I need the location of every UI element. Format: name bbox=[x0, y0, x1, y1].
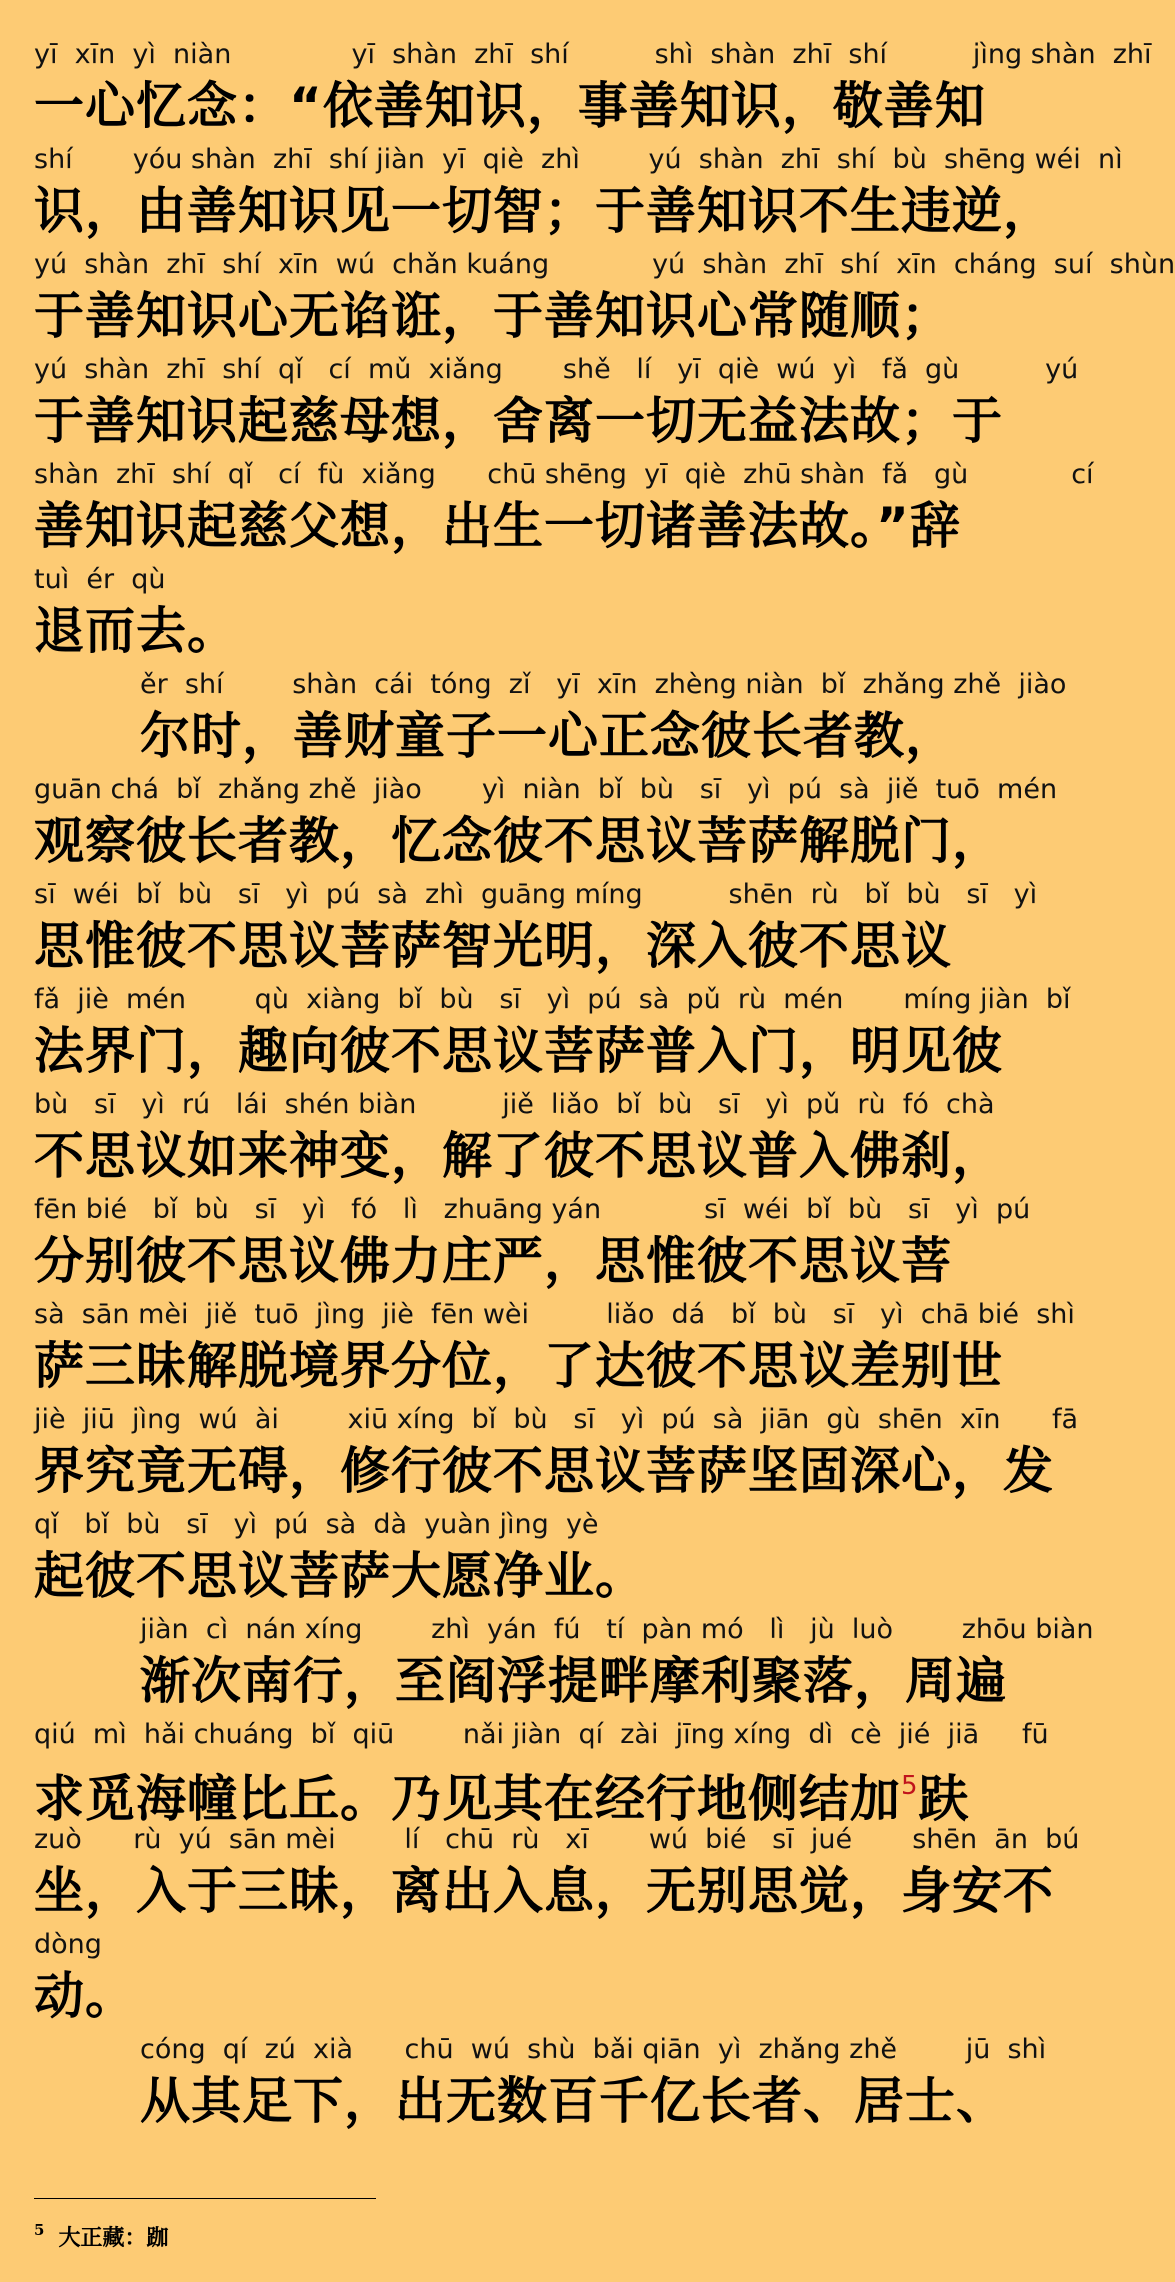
hanzi-row: 退而去。 bbox=[34, 602, 238, 660]
text-line-20 bbox=[140, 2033, 1050, 2138]
hanzi-row: 分别彼不思议佛力庄严，思惟彼不思议菩 bbox=[34, 1232, 952, 1290]
hanzi-row: 法界门，趣向彼不思议菩萨普入门，明见彼 bbox=[34, 1022, 1003, 1080]
text-line-16 bbox=[140, 1613, 1094, 1718]
text-line-6 bbox=[34, 563, 1050, 668]
text-line-18 bbox=[34, 1823, 1080, 1928]
text-line-1 bbox=[34, 38, 1152, 143]
footnote-marker: 5 bbox=[34, 2221, 45, 2239]
text-line-2 bbox=[34, 143, 1123, 248]
hanzi-row: 从其足下，出无数百千亿长者、居士、 bbox=[140, 2072, 1007, 2130]
text-line-14 bbox=[34, 1403, 1079, 1508]
pinyin-row: jiè jiū jìng wú ài xiū xíng bǐ bù sī yì pú sà jiān gù shēn xīn fā bbox=[34, 1404, 1079, 1435]
pinyin-row: guān chá bǐ zhǎng zhě jiào yì niàn bǐ bù sī yì pú sà jiě tuō mén bbox=[34, 774, 1058, 805]
pinyin-row: qiú mì hǎi chuáng bǐ qiū nǎi jiàn qí zài jīng xíng dì cè jié jiā fū bbox=[34, 1719, 1049, 1750]
hanzi-row: 起彼不思议菩萨大愿净业。 bbox=[34, 1547, 646, 1605]
hanzi-row: 一心忆念：“依善知识，事善知识，敬善知 bbox=[34, 77, 986, 135]
pinyin-row: fēn bié bǐ bù sī yì fó lì zhuāng yán sī wéi bǐ bù sī yì pú bbox=[34, 1194, 1031, 1225]
hanzi-row: 动。 bbox=[34, 1967, 136, 2025]
pinyin-row: yī xīn yì niàn yī shàn zhī shí shì shàn zhī shí jìng shàn zhī bbox=[34, 39, 1152, 70]
text-line-19 bbox=[34, 1928, 1050, 2033]
pinyin-row: yú shàn zhī shí qǐ cí mǔ xiǎng shě lí yī qiè wú yì fǎ gù yú bbox=[34, 354, 1079, 385]
footnote-divider bbox=[34, 2198, 376, 2199]
text-line-7 bbox=[140, 668, 1067, 773]
pinyin-row: dòng bbox=[34, 1929, 102, 1960]
text-line-5 bbox=[34, 458, 1094, 563]
text-line-9 bbox=[34, 878, 1050, 983]
hanzi-row: 思惟彼不思议菩萨智光明，深入彼不思议 bbox=[34, 917, 952, 975]
hanzi-row: 尔时，善财童子一心正念彼长者教， bbox=[140, 707, 956, 765]
hanzi-row: 观察彼长者教，忆念彼不思议菩萨解脱门， bbox=[34, 812, 1003, 870]
text-line-4 bbox=[34, 353, 1079, 458]
pinyin-row: ěr shí shàn cái tóng zǐ yī xīn zhèng niàn bǐ zhǎng zhě jiào bbox=[140, 669, 1067, 700]
pinyin-row: cóng qí zú xià chū wú shù bǎi qiān yì zhǎng zhě jū shì bbox=[140, 2034, 1047, 2065]
hanzi-row: 渐次南行，至阎浮提畔摩利聚落，周遍 bbox=[140, 1652, 1007, 1710]
footnote-reference[interactable]: 5 bbox=[901, 1771, 919, 1801]
pinyin-row: sī wéi bǐ bù sī yì pú sà zhì guāng míng shēn rù bǐ bù sī yì bbox=[34, 879, 1038, 910]
pinyin-row: zuò rù yú sān mèi lí chū rù xī wú bié sī jué shēn ān bú bbox=[34, 1824, 1080, 1855]
hanzi-row: 于善知识起慈母想，舍离一切无益法故；于 bbox=[34, 392, 1003, 450]
hanzi-row bbox=[34, 1754, 1050, 1828]
hanzi-row: 坐，入于三昧，离出入息，无别思觉，身安不 bbox=[34, 1862, 1054, 1920]
pinyin-row: shàn zhī shí qǐ cí fù xiǎng chū shēng yī qiè zhū shàn fǎ gù cí bbox=[34, 459, 1094, 490]
hanzi-row: 萨三昧解脱境界分位，了达彼不思议差别世 bbox=[34, 1337, 1003, 1395]
text-line-11 bbox=[34, 1088, 1050, 1193]
pinyin-row: fǎ jiè mén qù xiàng bǐ bù sī yì pú sà pǔ rù mén míng jiàn bǐ bbox=[34, 984, 1071, 1015]
hanzi-row: 善知识起慈父想，出生一切诸善法故。”辞 bbox=[34, 497, 961, 555]
hanzi-row: 界究竟无碍，修行彼不思议菩萨坚固深心，发 bbox=[34, 1442, 1054, 1500]
hanzi-row: 识，由善知识见一切智；于善知识不生违逆， bbox=[34, 182, 1054, 240]
footnote bbox=[34, 2210, 168, 2250]
pinyin-row: bù sī yì rú lái shén biàn jiě liǎo bǐ bù sī yì pǔ rù fó chà bbox=[34, 1089, 995, 1120]
text-line-13 bbox=[34, 1298, 1075, 1403]
text-line-8 bbox=[34, 773, 1058, 878]
text-line-17 bbox=[34, 1718, 1050, 1828]
hanzi-row: 于善知识心无谄诳，于善知识心常随顺； bbox=[34, 287, 952, 345]
pinyin-row: shí yóu shàn zhī shí jiàn yī qiè zhì yú shàn zhī shí bù shēng wéi nì bbox=[34, 144, 1123, 175]
pinyin-row: jiàn cì nán xíng zhì yán fú tí pàn mó lì jù luò zhōu biàn bbox=[140, 1614, 1094, 1645]
hanzi-text: 趺 bbox=[918, 1770, 970, 1828]
pinyin-row: qǐ bǐ bù sī yì pú sà dà yuàn jìng yè bbox=[34, 1509, 599, 1540]
footnote-text: 大正藏：跏 bbox=[58, 2225, 169, 2251]
text-line-12 bbox=[34, 1193, 1050, 1298]
pinyin-row: sà sān mèi jiě tuō jìng jiè fēn wèi liǎo dá bǐ bù sī yì chā bié shì bbox=[34, 1299, 1075, 1330]
text-line-10 bbox=[34, 983, 1071, 1088]
text-line-3 bbox=[34, 248, 1175, 353]
hanzi-row: 不思议如来神变，解了彼不思议普入佛刹， bbox=[34, 1127, 1003, 1185]
pinyin-row: yú shàn zhī shí xīn wú chǎn kuáng yú shàn zhī shí xīn cháng suí shùn bbox=[34, 249, 1175, 280]
pinyin-row: tuì ér qù bbox=[34, 564, 166, 595]
hanzi-text: 求觅海幢比丘。乃见其在经行地侧结加 bbox=[34, 1770, 901, 1828]
text-line-15 bbox=[34, 1508, 1050, 1613]
